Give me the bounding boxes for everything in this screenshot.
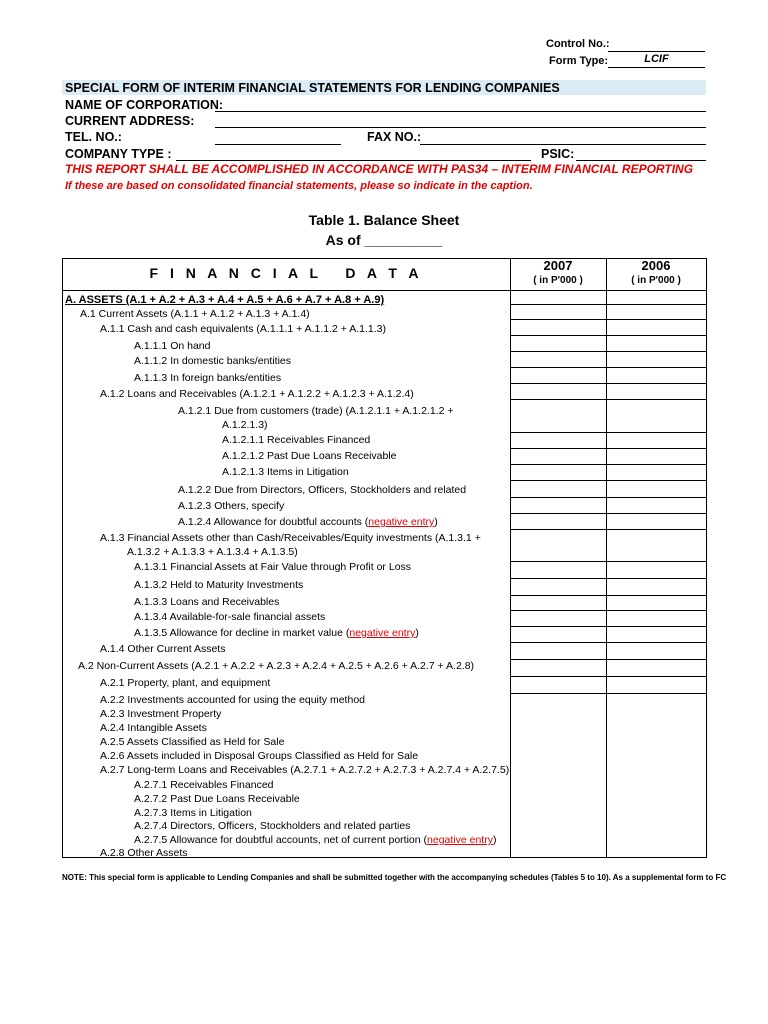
address-label: CURRENT ADDRESS: — [65, 114, 195, 128]
row-label — [134, 372, 281, 384]
tel-label: TEL. NO.: — [65, 130, 122, 144]
row-label — [100, 694, 365, 706]
value-cell-divider — [510, 642, 707, 643]
row-label — [100, 532, 481, 544]
row-label — [78, 660, 474, 672]
row-label-text: A.1.2.1.3) — [222, 419, 268, 431]
fax-field[interactable] — [420, 144, 706, 145]
negative-entry-label: negative entry — [368, 516, 435, 528]
row-label — [134, 793, 300, 805]
row-label — [100, 750, 418, 762]
row-label-text: A.1.1.1 On hand — [134, 340, 211, 352]
value-cell-divider — [510, 578, 707, 579]
control-no-label: Control No.: — [546, 38, 610, 50]
row-label-text: A.1.3 Financial Assets other than Cash/Receivables/Equity investments (A.1.3.1 + — [100, 532, 481, 544]
row-label — [80, 308, 310, 320]
pas34-notice: THIS REPORT SHALL BE ACCOMPLISHED IN ACCORDANCE WITH PAS34 – INTERIM FINANCIAL REPORTING — [65, 162, 694, 176]
col-divider-2 — [606, 258, 607, 858]
table-title: Table 1. Balance Sheet — [308, 212, 460, 228]
value-cell-divider — [510, 497, 707, 498]
negative-entry-label: negative entry — [349, 627, 416, 639]
row-label-text: A.1.3.2 Held to Maturity Investments — [134, 579, 304, 591]
value-cell-divider — [510, 464, 707, 465]
value-cell-divider — [510, 693, 707, 694]
row-label-text: A.2.7.2 Past Due Loans Receivable — [134, 793, 300, 805]
value-cell-divider — [510, 351, 707, 352]
financial-data-header: F I N A N C I A L D A T A — [149, 265, 423, 281]
value-cell-divider — [510, 626, 707, 627]
row-label-text: A.1.2.2 Due from Directors, Officers, Stockholders and related — [178, 484, 467, 496]
row-label-text: A.1.2.1.1 Receivables Financed — [222, 434, 371, 446]
address-field[interactable] — [215, 127, 706, 128]
value-cell-divider — [510, 529, 707, 530]
row-label-text: A.2 Non-Current Assets (A.2.1 + A.2.2 + A.2.3 + A.2.4 + A.2.5 + A.2.6 + A.2.7 + A.2.8) — [78, 660, 475, 672]
value-cell-divider — [510, 399, 707, 400]
row-label-text: A.1.1.2 In domestic banks/entities — [134, 355, 292, 367]
closing-paren: ) — [415, 627, 419, 639]
row-label-text: A.1.2.1.3 Items in Litigation — [222, 466, 349, 478]
row-label — [134, 627, 419, 639]
row-label — [134, 340, 210, 352]
year-2006-unit: ( in P'000 ) — [631, 275, 681, 286]
control-no-field[interactable] — [608, 39, 705, 52]
value-cell-divider — [510, 383, 707, 384]
row-label-text: A.2.7.5 Allowance for doubtful accounts, net of current portion ( — [134, 834, 428, 846]
row-label-text: A.1.2.4 Allowance for doubtful accounts ( — [178, 516, 369, 528]
row-label-text: A.1.1 Cash and cash equivalents (A.1.1.1 + A.1.1.2 + A.1.1.3) — [100, 323, 387, 335]
value-cell-divider — [510, 319, 707, 320]
value-cell-divider — [510, 304, 707, 305]
row-label — [134, 561, 411, 573]
company-type-field[interactable] — [176, 160, 531, 161]
row-label-text: A.1.3.1 Financial Assets at Fair Value through Profit or Loss — [134, 561, 412, 573]
value-cell-divider — [510, 676, 707, 677]
row-label — [222, 434, 370, 446]
psic-label: PSIC: — [541, 147, 575, 161]
row-label-text: A.2.1 Property, plant, and equipment — [100, 677, 271, 689]
row-label — [100, 677, 270, 689]
row-label — [178, 405, 453, 417]
row-label-text: A.2.7 Long-term Loans and Receivables (A.2.7.1 + A.2.7.2 + A.2.7.3 + A.2.7.4 + A.2.7.5) — [100, 764, 510, 776]
value-cell-divider — [510, 513, 707, 514]
row-label — [134, 611, 325, 623]
value-cell-divider — [510, 659, 707, 660]
row-label — [222, 419, 268, 431]
value-cell-divider — [510, 432, 707, 433]
row-label — [100, 708, 221, 720]
row-label-text: A.1 Current Assets (A.1.1 + A.1.2 + A.1.3 + A.1.4) — [80, 308, 310, 320]
year-2006-header: 2006 — [641, 258, 671, 273]
row-label-text: A.1.1.3 In foreign banks/entities — [134, 372, 282, 384]
row-label-text: A.2.8 Other Assets — [100, 847, 188, 859]
closing-paren: ) — [434, 516, 438, 528]
value-cell-divider — [510, 480, 707, 481]
psic-field[interactable] — [576, 160, 706, 161]
row-label-text: A.1.3.5 Allowance for decline in market value ( — [134, 627, 350, 639]
row-label — [134, 807, 252, 819]
row-label — [222, 450, 397, 462]
row-label — [178, 516, 438, 528]
row-label — [100, 388, 414, 400]
row-label — [134, 355, 291, 367]
closing-paren: ) — [492, 834, 497, 846]
year-2007-header: 2007 — [543, 258, 573, 273]
row-label-text: A.1.3.2 + A.1.3.3 + A.1.3.4 + A.1.3.5) — [127, 546, 298, 558]
tel-field[interactable] — [215, 144, 341, 145]
row-label-text: A.1.4 Other Current Assets — [100, 643, 226, 655]
year-2007-unit: ( in P'000 ) — [533, 275, 583, 286]
row-label — [134, 579, 303, 591]
row-label — [100, 847, 188, 859]
value-cell-divider — [510, 610, 707, 611]
name-field[interactable] — [215, 111, 706, 112]
value-cell-divider — [510, 448, 707, 449]
value-cell-divider — [510, 561, 707, 562]
value-cell-divider — [510, 335, 707, 336]
row-label — [100, 764, 509, 776]
footer-note: NOTE: This special form is applicable to Lending Companies and shall be submitted together with the accompanying schedules (Tables 5 to 10). As a supplemental form to FC — [62, 873, 727, 882]
row-label-text: A.2.7.1 Receivables Financed — [134, 779, 274, 791]
row-label — [134, 596, 279, 608]
col-divider-1 — [510, 258, 511, 858]
row-label-text: A.2.2 Investments accounted for using the equity method — [100, 694, 365, 706]
row-label-text: A.2.3 Investment Property — [100, 708, 222, 720]
row-label-text: A.2.4 Intangible Assets — [100, 722, 207, 734]
row-label-text: A.2.6 Assets included in Disposal Groups Classified as Held for Sale — [100, 750, 419, 762]
fax-label: FAX NO.: — [367, 130, 422, 144]
row-label-text: A.2.5 Assets Classified as Held for Sale — [100, 736, 285, 748]
company-type-label: COMPANY TYPE : — [65, 147, 172, 161]
value-cell-divider — [510, 595, 707, 596]
row-label-text: A.1.2.1.2 Past Due Loans Receivable — [222, 450, 397, 462]
name-label: NAME OF CORPORATION: — [65, 98, 224, 112]
row-label — [134, 820, 410, 832]
row-label-text: A. ASSETS (A.1 + A.2 + A.3 + A.4 + A.5 + A.6 + A.7 + A.8 + A.9) — [65, 294, 385, 306]
form-type-label: Form Type: — [549, 55, 609, 67]
row-label — [178, 500, 284, 512]
row-label — [222, 466, 349, 478]
row-label-text: A.1.3.4 Available-for-sale financial assets — [134, 611, 326, 623]
row-label-text: A.1.2.3 Others, specify — [178, 500, 285, 512]
header-divider — [62, 290, 707, 291]
row-label — [65, 294, 384, 306]
row-label-text: A.1.2.1 Due from customers (trade) (A.1.2.1.1 + A.1.2.1.2 + — [178, 405, 454, 417]
row-label — [100, 722, 207, 734]
row-label — [100, 643, 225, 655]
as-of-line: As of __________ — [325, 232, 443, 248]
row-label — [134, 779, 274, 791]
row-label — [100, 736, 284, 748]
row-label-text: A.2.7.4 Directors, Officers, Stockholders and related parties — [134, 820, 411, 832]
row-label-text: A.1.2 Loans and Receivables (A.1.2.1 + A.1.2.2 + A.1.2.3 + A.1.2.4) — [100, 388, 414, 400]
row-label — [134, 834, 496, 846]
row-label-text: A.1.3.3 Loans and Receivables — [134, 596, 280, 608]
row-label — [100, 323, 386, 335]
row-label — [127, 546, 298, 558]
negative-entry-label: negative entry — [427, 834, 493, 846]
form-title: SPECIAL FORM OF INTERIM FINANCIAL STATEMENTS FOR LENDING COMPANIES — [65, 81, 560, 95]
row-label — [178, 484, 466, 496]
value-cell-divider — [510, 367, 707, 368]
consolidated-notice: If these are based on consolidated financial statements, please so indicate in the caption. — [65, 180, 533, 192]
row-label-text: A.2.7.3 Items in Litigation — [134, 807, 252, 819]
form-type-field[interactable]: LCIF — [608, 53, 705, 68]
